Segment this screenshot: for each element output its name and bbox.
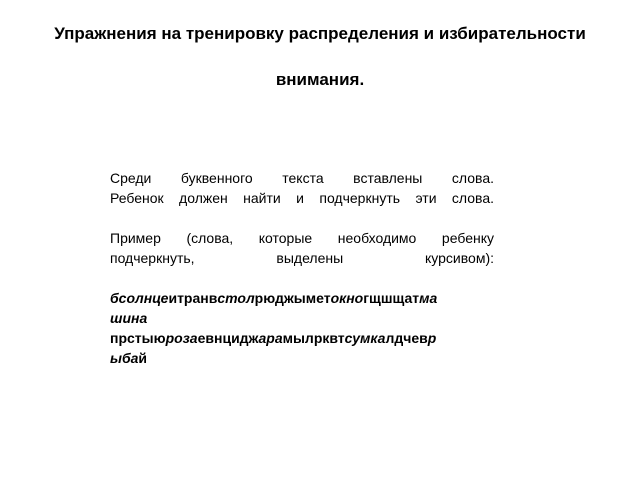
- hidden-word: сумка: [344, 330, 386, 346]
- filler-letters: й: [138, 350, 148, 366]
- slide-body: [110, 168, 494, 368]
- example-line-2: подчеркнуть, выделены курсивом):: [110, 250, 494, 266]
- hidden-word: ара: [258, 330, 283, 346]
- example-line-1: Пример (слова, которые необходимо ребенку: [110, 230, 494, 246]
- hidden-word: р: [427, 330, 437, 346]
- hidden-word: ма: [419, 290, 438, 306]
- instruction-line-1: Среди буквенного текста вставлены слова.: [110, 170, 494, 186]
- hidden-word: шина: [110, 310, 148, 326]
- slide-title: [20, 22, 620, 92]
- hidden-word: бсолнце: [110, 290, 169, 306]
- title-line-2: внимания.: [275, 70, 365, 89]
- filler-letters: прстыю: [110, 330, 166, 346]
- filler-letters: гщшщат: [363, 290, 420, 306]
- hidden-word: ыба: [110, 350, 139, 366]
- filler-letters: рюджымет: [254, 290, 331, 306]
- letter-sequence-line-3: [110, 328, 494, 348]
- hidden-word: окно: [330, 290, 364, 306]
- letter-sequence-line-1: [110, 288, 494, 308]
- hidden-word: роза: [165, 330, 198, 346]
- title-line-1: Упражнения на тренировку распределения и избирательности: [54, 24, 586, 43]
- letter-sequence-line-2: [110, 308, 494, 328]
- filler-letters: мылрквт: [282, 330, 345, 346]
- filler-letters: евнцидж: [197, 330, 259, 346]
- spacer: [110, 268, 494, 288]
- filler-letters: итранв: [168, 290, 218, 306]
- instruction-line-2: Ребенок должен найти и подчеркнуть эти слова.: [110, 190, 494, 206]
- letter-sequence-line-4: [110, 348, 494, 368]
- spacer: [110, 208, 494, 228]
- hidden-word: стол: [217, 290, 255, 306]
- filler-letters: лдчев: [385, 330, 428, 346]
